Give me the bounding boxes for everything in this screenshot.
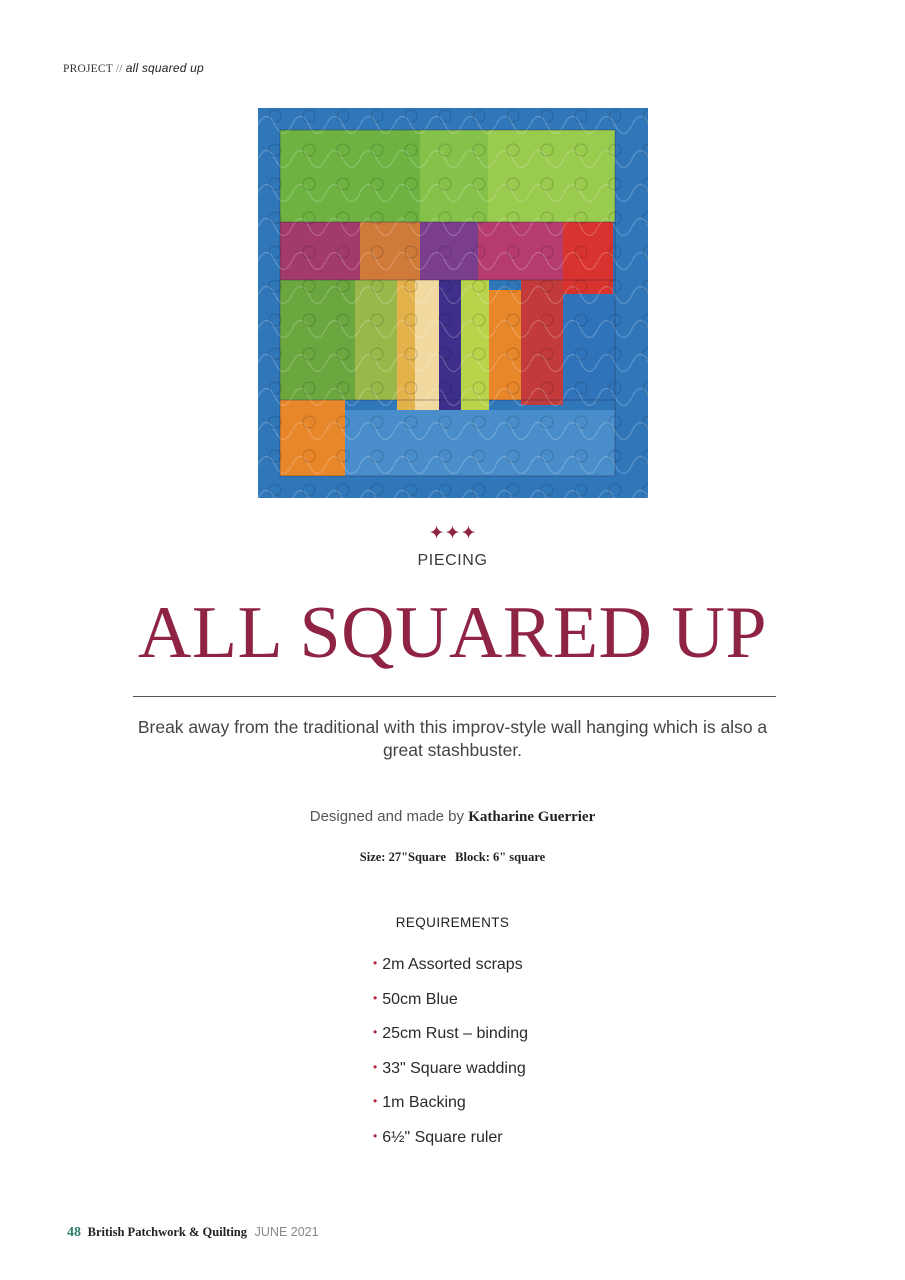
list-item bbox=[373, 952, 528, 987]
list-item bbox=[373, 1125, 528, 1160]
byline-prefix: Designed and made by bbox=[309, 808, 465, 825]
ornament-stars: ✦✦✦ bbox=[428, 523, 477, 544]
list-item bbox=[373, 1021, 528, 1056]
byline bbox=[0, 808, 905, 826]
bullet-icon: • bbox=[373, 1025, 378, 1040]
size-info bbox=[0, 850, 905, 865]
requirements-list bbox=[373, 952, 528, 1160]
title-divider bbox=[133, 696, 776, 697]
list-item bbox=[373, 1056, 528, 1091]
list-item bbox=[373, 987, 528, 1022]
requirement-text: 33" Square wadding bbox=[382, 1059, 526, 1077]
requirement-text: 25cm Rust – binding bbox=[382, 1025, 529, 1043]
requirement-text: 6½" Square ruler bbox=[382, 1128, 503, 1146]
issue-date: JUNE 2021 bbox=[254, 1225, 319, 1239]
bullet-icon: • bbox=[373, 956, 378, 970]
block-text: Block: 6" square bbox=[455, 850, 546, 864]
quilt-photo bbox=[258, 108, 648, 498]
requirement-text: 1m Backing bbox=[382, 1094, 466, 1112]
running-header bbox=[63, 61, 204, 75]
header-subtitle: all squared up bbox=[125, 61, 204, 75]
intro-text: Break away from the traditional with this improv-style wall hanging which is also a great stashbuster. bbox=[137, 717, 768, 760]
bullet-icon: • bbox=[373, 1128, 378, 1143]
article-title: ALL SQUARED UP bbox=[137, 592, 768, 674]
bullet-icon: • bbox=[373, 1094, 378, 1109]
requirement-text: 2m Assorted scraps bbox=[382, 956, 523, 973]
bullet-icon: • bbox=[373, 990, 378, 1005]
section-kicker: PIECING bbox=[417, 552, 488, 569]
page-number: 48 bbox=[67, 1225, 81, 1240]
page-footer bbox=[67, 1224, 319, 1241]
header-section: PROJECT bbox=[63, 63, 113, 75]
requirement-text: 50cm Blue bbox=[382, 990, 458, 1008]
requirements-heading: REQUIREMENTS bbox=[395, 915, 510, 930]
magazine-name: British Patchwork & Quilting bbox=[87, 1225, 248, 1239]
list-item bbox=[373, 1090, 528, 1125]
designer-name: Katharine Guerrier bbox=[468, 809, 596, 825]
size-text: Size: 27"Square bbox=[359, 850, 447, 864]
bullet-icon: • bbox=[373, 1059, 378, 1074]
header-separator: // bbox=[115, 63, 123, 75]
